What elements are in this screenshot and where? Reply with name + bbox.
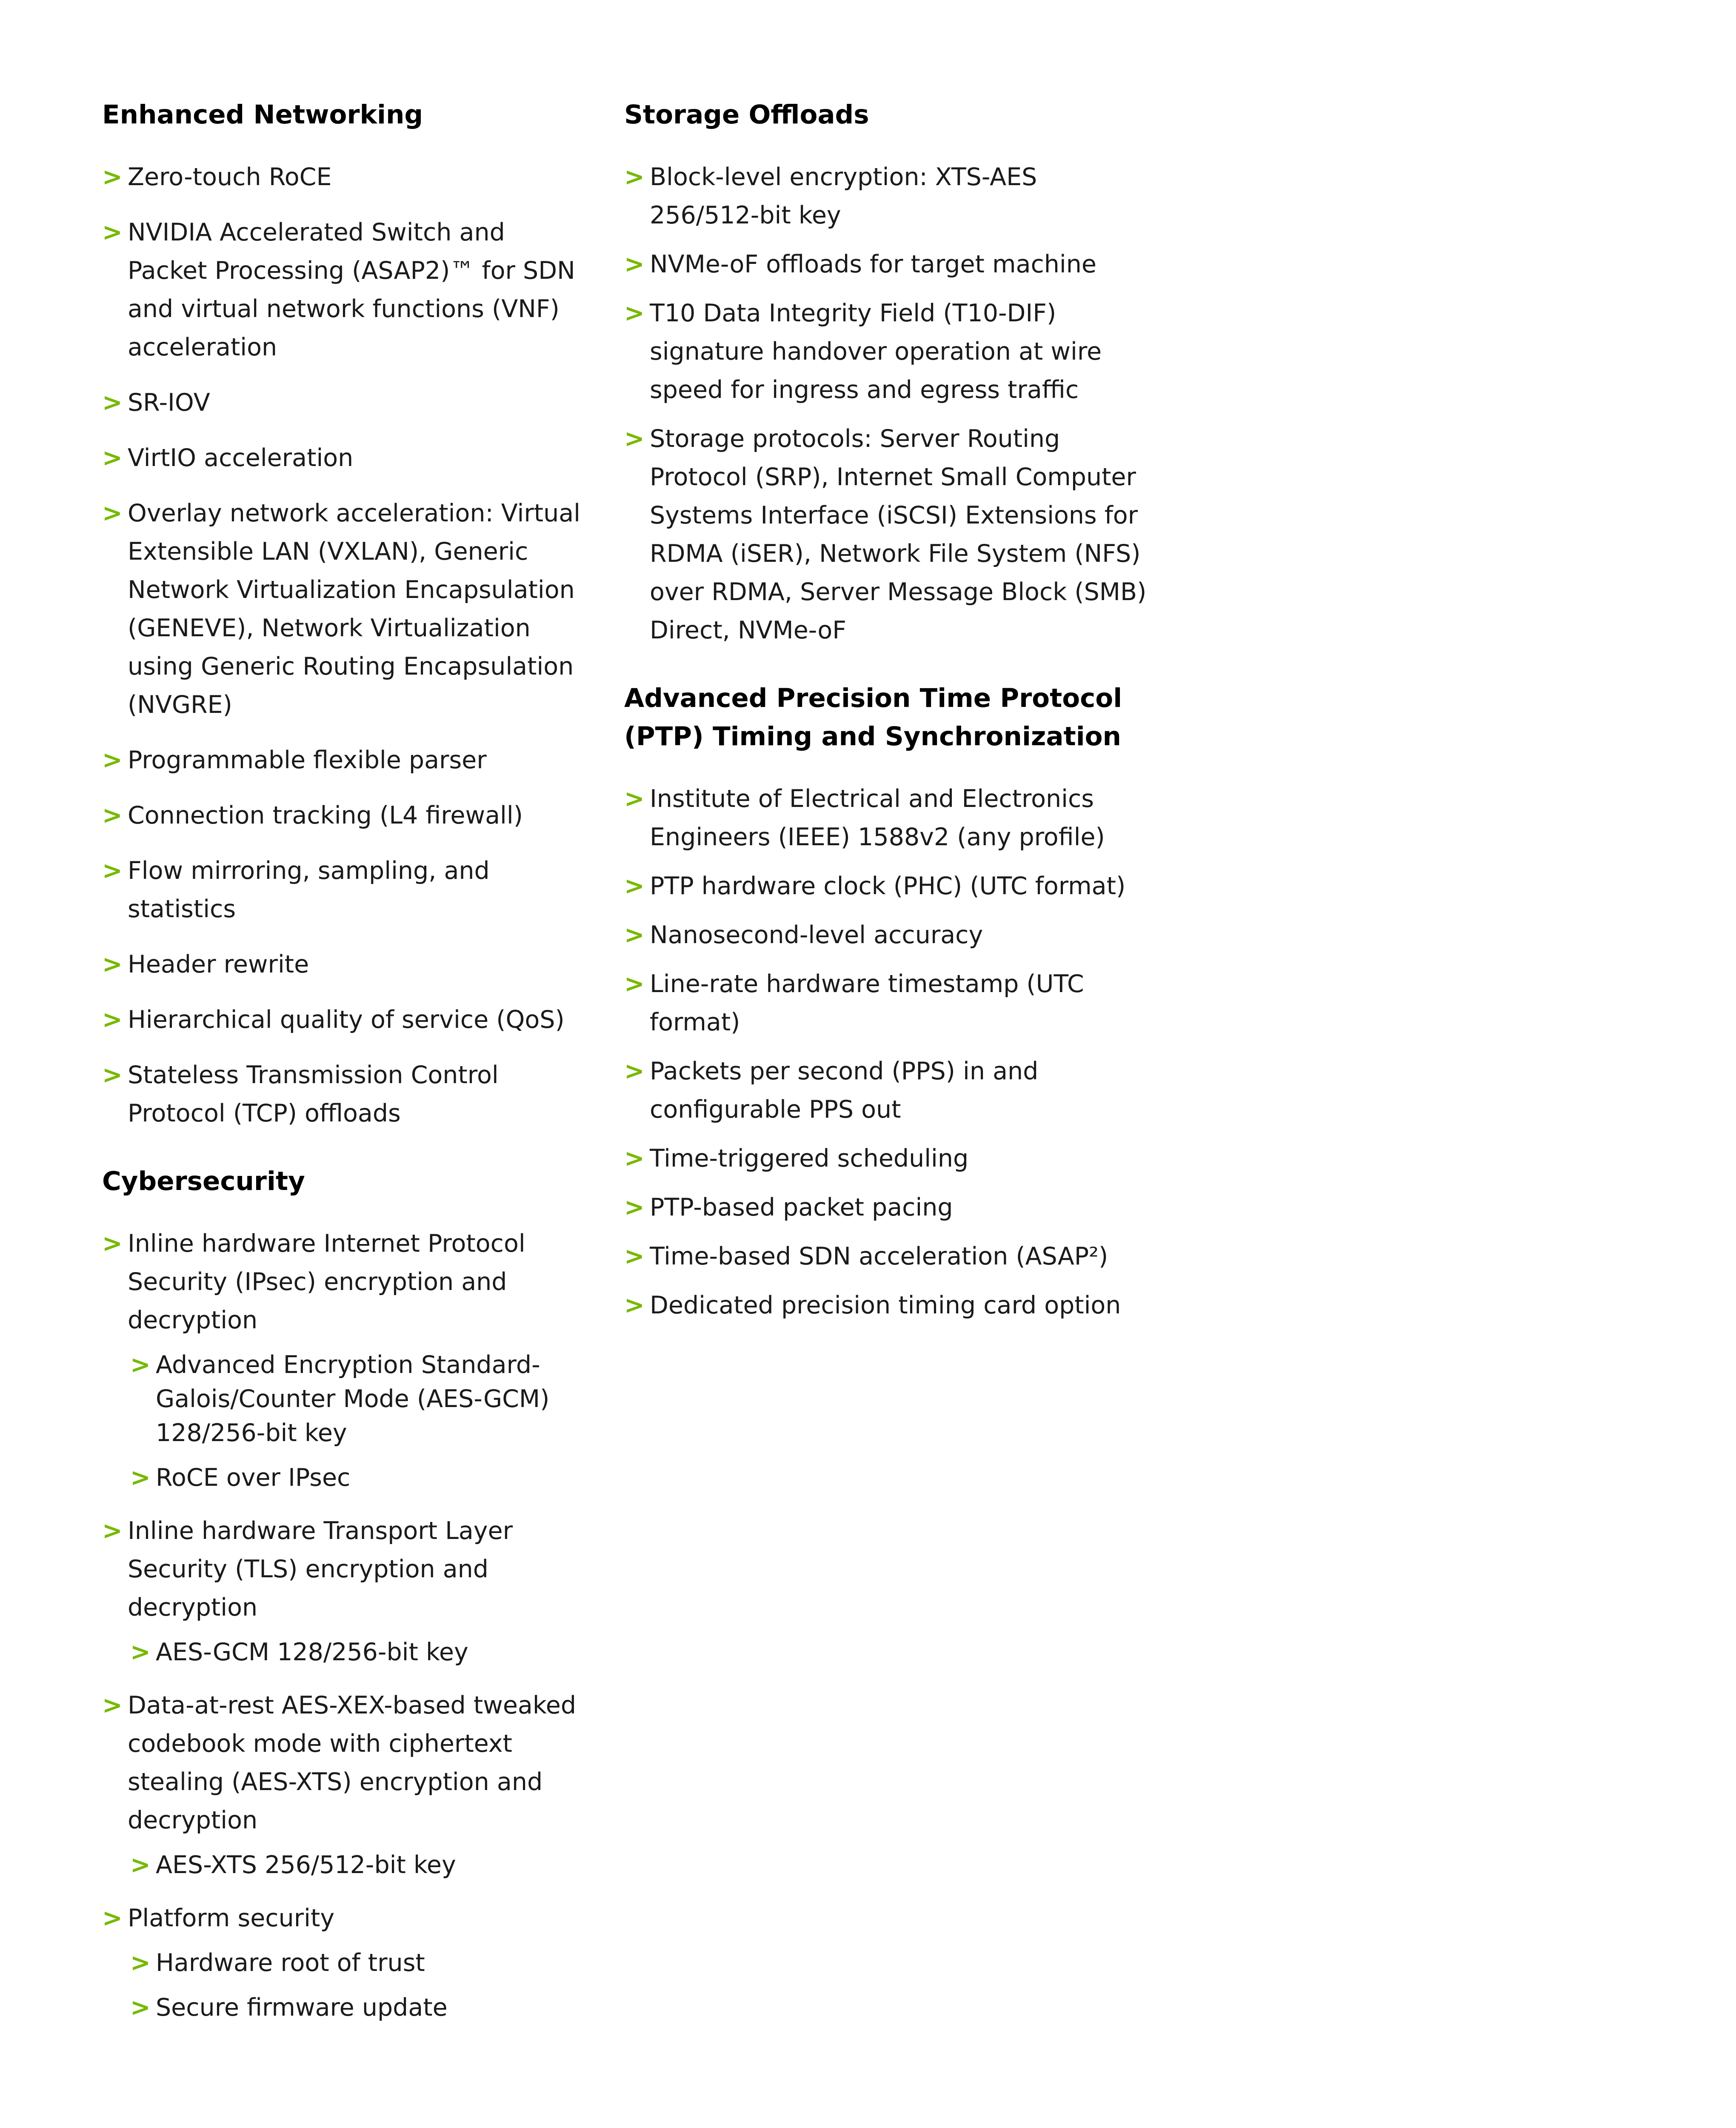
storage-offloads-list xyxy=(624,158,1152,649)
enhanced-networking-list xyxy=(102,158,591,1133)
list-item: > NVMe-oF offloads for target machine xyxy=(624,245,1152,283)
list-item: > PTP hardware clock (PHC) (UTC format) xyxy=(624,867,1152,905)
sub-list-item: > AES-XTS 256/512-bit key xyxy=(128,1848,591,1882)
list-item: > Zero-touch RoCE xyxy=(102,158,591,196)
list-item-label: Data-at-rest AES-XEX-based tweaked codebook mode with ciphertext stealing (AES-XTS) encryption and decryption xyxy=(128,1691,577,1834)
list-item: > Block-level encryption: XTS-AES 256/512-bit key xyxy=(624,158,1152,235)
list-item: > VirtIO acceleration xyxy=(102,439,591,477)
list-item: > Connection tracking (L4 firewall) xyxy=(102,796,591,835)
list-item-label: Inline hardware Internet Protocol Security (IPsec) encryption and decryption xyxy=(128,1230,525,1334)
sub-list xyxy=(128,1635,591,1669)
enhanced-networking-heading: Enhanced Networking xyxy=(102,100,423,130)
list-item: > Nanosecond-level accuracy xyxy=(624,916,1152,954)
cybersecurity-section xyxy=(102,1162,591,2025)
ptp-heading: Advanced Precision Time Protocol (PTP) Timing and Synchronization xyxy=(624,683,1122,752)
sub-list-item: > Secure firmware update xyxy=(128,1991,591,2025)
ptp-section xyxy=(624,679,1152,1324)
list-item-label: Inline hardware Transport Layer Security (TLS) encryption and decryption xyxy=(128,1517,513,1622)
list-item xyxy=(102,1899,591,2025)
list-item: > NVIDIA Accelerated Switch and Packet Processing (ASAP2)™ for SDN and virtual network functions (VNF) acceleration xyxy=(102,213,591,366)
list-item: > Overlay network acceleration: Virtual Extensible LAN (VXLAN), Generic Network Virtualization Encapsulation (GENEVE), Network Virtualization using Generic Routing Encapsulation (NVGRE) xyxy=(102,494,591,724)
sub-list-item: > RoCE over IPsec xyxy=(128,1461,591,1495)
storage-offloads-heading: Storage Offloads xyxy=(624,100,869,130)
list-item xyxy=(102,1512,591,1669)
sub-list-item: > AES-GCM 128/256-bit key xyxy=(128,1635,591,1669)
list-item: > Dedicated precision timing card option xyxy=(624,1286,1152,1324)
list-item: > SR-IOV xyxy=(102,383,591,422)
list-item xyxy=(102,1224,591,1495)
list-item: > Storage protocols: Server Routing Protocol (SRP), Internet Small Computer Systems Interface (iSCSI) Extensions for RDMA (iSER), Network File System (NFS) over RDMA, Server Message Block (SMB) Direct, NVMe-oF xyxy=(624,420,1152,649)
list-item: > Flow mirroring, sampling, and statistics xyxy=(102,852,591,928)
list-item-label: Platform security xyxy=(128,1904,335,1932)
list-item: > Time-based SDN acceleration (ASAP²) xyxy=(624,1237,1152,1276)
sub-list-item: > Advanced Encryption Standard-Galois/Counter Mode (AES-GCM) 128/256-bit key xyxy=(128,1348,591,1450)
list-item: > Stateless Transmission Control Protocol (TCP) offloads xyxy=(102,1056,591,1133)
list-item xyxy=(102,1686,591,1882)
list-item: > Institute of Electrical and Electronics Engineers (IEEE) 1588v2 (any profile) xyxy=(624,780,1152,856)
list-item: > Header rewrite xyxy=(102,945,591,984)
storage-offloads-section xyxy=(624,96,1152,649)
list-item: > Line-rate hardware timestamp (UTC format) xyxy=(624,965,1152,1041)
cybersecurity-list xyxy=(102,1224,591,2025)
sub-list xyxy=(128,1946,591,2025)
sub-list xyxy=(128,1348,591,1495)
enhanced-networking-section xyxy=(102,96,591,1133)
list-item: > Packets per second (PPS) in and configurable PPS out xyxy=(624,1052,1152,1129)
list-item: > Hierarchical quality of service (QoS) xyxy=(102,1001,591,1039)
right-column xyxy=(624,96,1152,1354)
list-item: > T10 Data Integrity Field (T10-DIF) signature handover operation at wire speed for ingress and egress traffic xyxy=(624,294,1152,409)
list-item: > Time-triggered scheduling xyxy=(624,1139,1152,1178)
left-column xyxy=(102,96,591,2054)
cybersecurity-heading: Cybersecurity xyxy=(102,1166,305,1196)
list-item: > PTP-based packet pacing xyxy=(624,1188,1152,1227)
sub-list xyxy=(128,1848,591,1882)
ptp-list xyxy=(624,780,1152,1324)
list-item: > Programmable flexible parser xyxy=(102,741,591,779)
sub-list-item: > Hardware root of trust xyxy=(128,1946,591,1980)
